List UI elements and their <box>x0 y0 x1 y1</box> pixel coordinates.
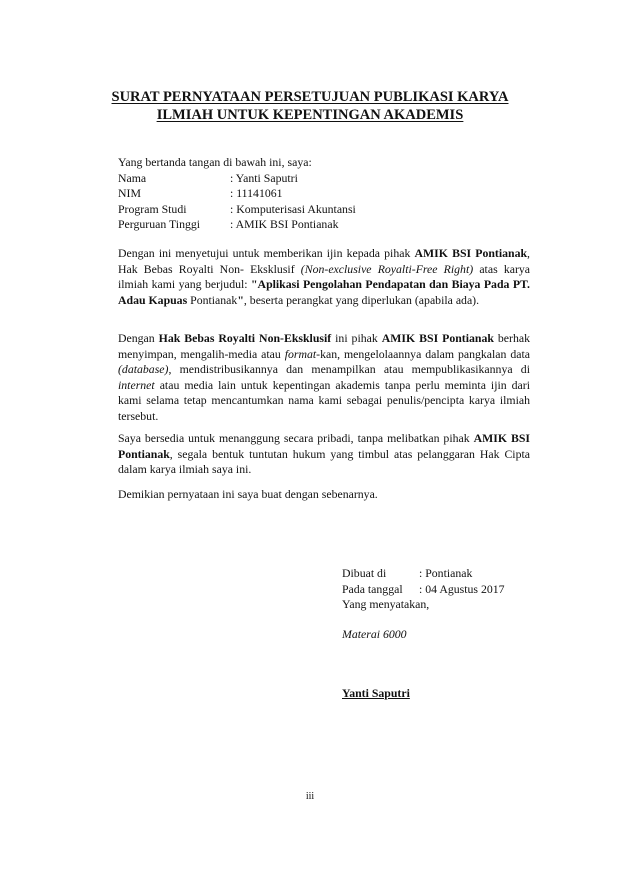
title-line-2: ILMIAH UNTUK KEPENTINGAN AKADEMIS <box>156 107 464 123</box>
italic-term: internet <box>118 377 155 392</box>
institution-name: AMIK BSI Pontianak <box>414 246 528 260</box>
statement-text: Yang menyatakan, <box>342 597 430 612</box>
text-span: Dengan ini menyetujui untuk memberikan ijin kepada pihak <box>118 246 415 260</box>
field-value: : Yanti Saputri <box>230 170 298 185</box>
license-term: (Non-exclusive Royalti-Free Right) <box>300 261 474 276</box>
field-row-nama <box>118 171 530 187</box>
field-value: : Komputerisasi Akuntansi <box>230 201 356 216</box>
text-span: Saya bersedia untuk menanggung secara pribadi, tanpa melibatkan pihak <box>118 431 474 445</box>
field-label: NIM <box>118 186 141 201</box>
field-row-perguruan-tinggi <box>118 217 530 233</box>
text-span: Dengan <box>118 331 159 345</box>
intro-text: Yang bertanda tangan di bawah ini, saya: <box>118 155 312 169</box>
title-line-1: SURAT PERNYATAAN PERSETUJUAN PUBLIKASI KARYA <box>111 89 509 105</box>
field-label: Nama <box>118 170 147 185</box>
rights-paragraph <box>118 331 530 425</box>
liability-paragraph <box>118 431 530 478</box>
consent-paragraph <box>118 246 530 308</box>
italic-term: (database) <box>118 362 169 377</box>
field-label: Program Studi <box>118 201 187 216</box>
signature-place-row <box>342 566 542 582</box>
signature-block <box>342 566 542 613</box>
text-span: , beserta perangkat yang diperlukan (apabila ada). <box>243 292 480 307</box>
license-name: Hak Bebas Royalti Non-Eksklusif <box>158 331 332 345</box>
closing-paragraph: Demikian pernyataan ini saya buat dengan sebenarnya. <box>118 487 378 501</box>
page-number: iii <box>305 791 315 802</box>
materai-stamp: Materai 6000 <box>342 627 407 641</box>
quote-mark: " <box>237 292 244 307</box>
text-span: -kan, mengelolaannya dalam pangkalan data <box>316 346 530 361</box>
signature-value: : Pontianak <box>419 566 473 580</box>
institution-name: AMIK BSI Pontianak <box>381 331 494 345</box>
text-span: Pontianak <box>187 292 238 307</box>
text-span: , mendistribusikannya dan menampilkan atau mempublikasikannya di <box>168 362 530 377</box>
signature-value: : 04 Agustus 2017 <box>419 581 505 596</box>
identity-section <box>118 155 530 233</box>
text-span: , Hak Bebas Royalti Non- Eksklusif <box>118 246 530 276</box>
field-value: : AMIK BSI Pontianak <box>230 217 339 232</box>
text-span: atas karya ilmiah kami yang berjudul: <box>118 261 531 292</box>
text-span: ini pihak <box>331 331 382 345</box>
italic-term: format <box>284 346 317 361</box>
signature-label: Pada tanggal <box>342 581 403 596</box>
text-span: berhak menyimpan, mengalih-media atau <box>118 331 530 361</box>
text-span: , segala bentuk tuntutan hukum yang timbul atas pelanggaran Hak Cipta dalam karya ilmiah saya ini. <box>118 446 530 477</box>
institution-name: AMIK BSI Pontianak <box>118 431 530 461</box>
field-row-program-studi <box>118 202 530 218</box>
thesis-title: "Aplikasi Pengolahan Pendapatan dan Biaya Pada PT. Adau Kapuas <box>118 277 530 307</box>
field-value: : 11141061 <box>230 186 283 201</box>
signer-name: Yanti Saputri <box>342 686 410 700</box>
field-row-nim <box>118 186 530 202</box>
text-span: atau media lain untuk kepentingan akademis tanpa perlu meminta ijin dari kami selama tetap mencantumkan nama kami sebagai penulis/pencipta karya ilmiah tersebut. <box>118 377 530 423</box>
signature-date-row <box>342 582 542 598</box>
signature-label: Dibuat di <box>342 566 387 580</box>
field-label: Perguruan Tinggi <box>118 217 201 232</box>
document-title <box>0 88 620 124</box>
